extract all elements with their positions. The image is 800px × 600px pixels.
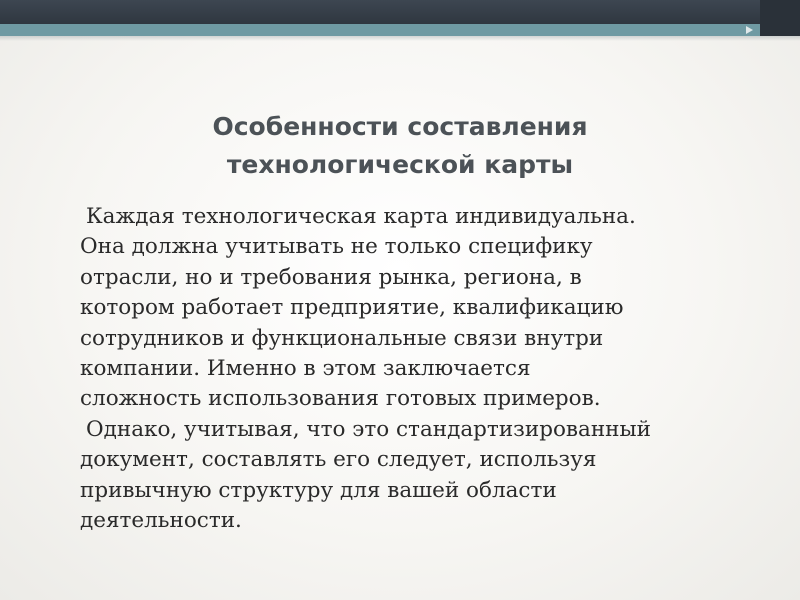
header-band bbox=[0, 0, 800, 24]
text-line: компании. Именно в этом заключается bbox=[80, 356, 531, 382]
text-line: отрасли, но и требования рынка, региона, в bbox=[80, 264, 582, 290]
slide-body bbox=[80, 202, 760, 536]
text-line: деятельности. bbox=[80, 508, 242, 534]
paragraph-1 bbox=[80, 202, 760, 415]
slide-title-line-1: Особенности составления bbox=[212, 112, 588, 141]
text-line: привычную структуру для вашей области bbox=[80, 477, 557, 503]
slide-title-line-2: технологической карты bbox=[226, 150, 574, 179]
arrow-accent-icon bbox=[746, 26, 753, 34]
header-accent-band bbox=[0, 24, 800, 36]
header-corner-block bbox=[760, 0, 800, 36]
text-line: Каждая технологическая карта индивидуальна. bbox=[86, 204, 636, 229]
slide-title bbox=[100, 108, 700, 184]
text-line: Однако, учитывая, что это стандартизированный bbox=[86, 416, 651, 442]
paragraph-2 bbox=[80, 415, 760, 537]
text-line: сотрудников и функциональные связи внутри bbox=[80, 325, 604, 351]
header-shadow bbox=[0, 36, 800, 41]
text-line: Она должна учитывать не только специфику bbox=[80, 234, 593, 260]
text-line: котором работает предприятие, квалификацию bbox=[80, 295, 624, 321]
text-line: документ, составлять его следует, используя bbox=[80, 447, 597, 473]
text-line: сложность использования готовых примеров. bbox=[80, 386, 601, 412]
